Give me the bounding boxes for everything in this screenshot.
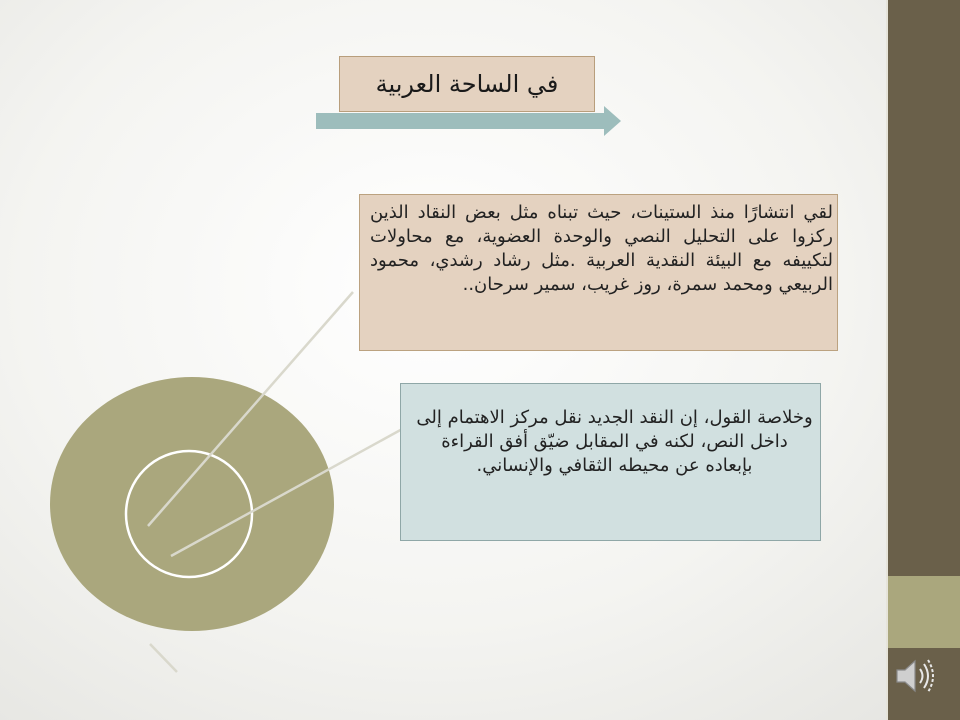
speaker-icon[interactable] bbox=[894, 654, 938, 698]
large-olive-circle bbox=[50, 377, 334, 631]
connector-line-bottom bbox=[150, 644, 177, 672]
slide-title: في الساحة العربية bbox=[339, 56, 595, 112]
box1-paragraph: لقي انتشارًا منذ الستينات، حيث تبناه مثل بعض النقاد الذين ركزوا على التحليل النصي والوحدة العضوية، مع محاولات لتكييفه مع البيئة النقدية العربية .مثل رشاد رشدي، محمود الربيعي ومحمد سمرة، روز غريب، سمير سرحان.. bbox=[370, 202, 833, 295]
text-box-beige bbox=[359, 194, 838, 351]
text-box-blue bbox=[400, 383, 821, 541]
box2-paragraph: وخلاصة القول، إن النقد الجديد نقل مركز الاهتمام إلى داخل النص، لكنه في المقابل ضيّق أفق القراءة بإبعاده عن محيطه الثقافي والإنساني. bbox=[416, 407, 813, 476]
